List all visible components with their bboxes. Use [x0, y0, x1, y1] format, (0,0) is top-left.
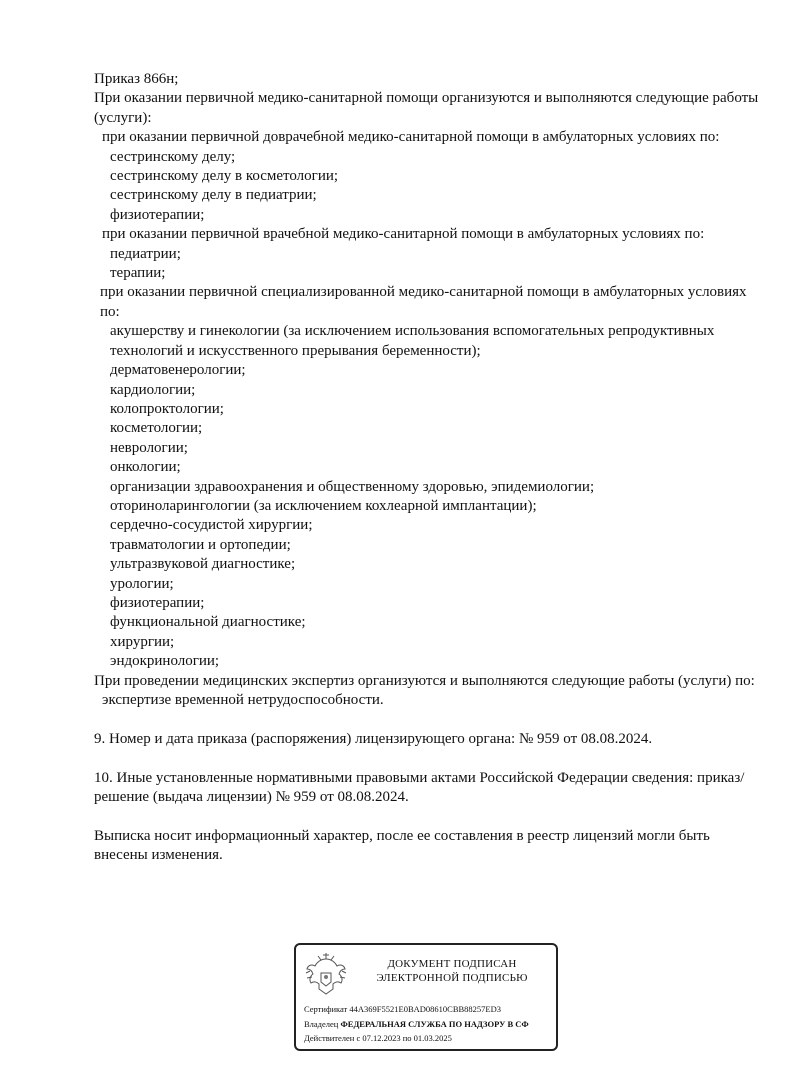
signature-title-line2: ЭЛЕКТРОННОЙ ПОДПИСЬЮ — [376, 972, 528, 984]
list-item: урологии; — [110, 575, 174, 592]
order-reference: Приказ 866н; — [94, 71, 179, 87]
list-item: хирургии; — [110, 633, 175, 650]
item-9: 9. Номер и дата приказа (распоряжения) лицензирующего органа: № 959 от 08.08.2024. — [94, 730, 653, 747]
list-item: косметологии; — [110, 420, 203, 437]
owner-value: ФЕДЕРАЛЬНАЯ СЛУЖБА ПО НАДЗОРУ В СФ — [340, 1019, 529, 1029]
physician-list — [94, 245, 759, 284]
informational-note: Выписка носит информационный характер, после ее составления в реестр лицензий могли быть внесены изменения. — [94, 827, 710, 864]
signature-title — [352, 957, 552, 985]
list-item: педиатрии; — [110, 245, 181, 262]
owner-line — [304, 1019, 529, 1030]
expertise-intro: При проведении медицинских экспертиз организуются и выполняются следующие работы (услуги) по: — [94, 672, 755, 689]
electronic-signature-stamp — [294, 943, 558, 1051]
signature-title-line1: ДОКУМЕНТ ПОДПИСАН — [387, 958, 517, 970]
list-item: кардиологии; — [110, 381, 196, 398]
certificate-label: Сертификат — [304, 1004, 348, 1014]
prehospital-list — [94, 148, 759, 226]
list-item: физиотерапии; — [110, 594, 205, 611]
list-item: дерматовенерологии; — [110, 362, 246, 379]
specialized-intro: при оказании первичной специализированной медико-санитарной помощи в амбулаторных условиях по: — [100, 284, 747, 320]
owner-label: Владелец — [304, 1019, 339, 1029]
list-item: сестринскому делу; — [110, 148, 236, 165]
list-item: физиотерапии; — [110, 206, 205, 223]
list-item: эндокринологии; — [110, 653, 220, 670]
coat-of-arms-icon — [304, 951, 348, 997]
item-10: 10. Иные установленные нормативными правовыми актами Российской Федерации сведения: приказ/решение (выдача лицензии) № 959 от 08.08.2024. — [94, 769, 745, 805]
list-item: терапии; — [110, 265, 166, 282]
list-item: ультразвуковой диагностике; — [110, 556, 296, 573]
list-item: организации здравоохранения и общественному здоровью, эпидемиологии; — [110, 478, 595, 495]
expertise-item: экспертизе временной нетрудоспособности. — [102, 692, 384, 708]
document-body — [94, 70, 759, 866]
primary-care-intro: При оказании первичной медико-санитарной помощи организуются и выполняются следующие работы (услуги): — [94, 90, 759, 126]
list-item: онкологии; — [110, 459, 181, 476]
certificate-line — [304, 1004, 501, 1015]
list-item: сестринскому делу в косметологии; — [110, 168, 339, 185]
list-item: сестринскому делу в педиатрии; — [110, 187, 317, 204]
validity-line: Действителен с 07.12.2023 по 01.03.2025 — [304, 1033, 452, 1043]
specialized-list — [94, 322, 759, 671]
prehospital-intro: при оказании первичной доврачебной медико-санитарной помощи в амбулаторных условиях по: — [102, 129, 720, 146]
list-item: травматологии и ортопедии; — [110, 536, 291, 553]
list-item: акушерству и гинекологии (за исключением использования вспомогательных репродуктивных технологий и искусственного прерывания беременности); — [110, 323, 715, 359]
list-item: функциональной диагностике; — [110, 614, 306, 631]
certificate-value: 44A369F5521E0BAD08610CBB88257ED3 — [349, 1004, 501, 1014]
list-item: оториноларингологии (за исключением кохлеарной имплантации); — [110, 497, 537, 514]
list-item: сердечно-сосудистой хирургии; — [110, 517, 313, 534]
list-item: колопроктологии; — [110, 400, 224, 417]
list-item: неврологии; — [110, 439, 188, 456]
physician-intro: при оказании первичной врачебной медико-санитарной помощи в амбулаторных условиях по: — [102, 226, 705, 243]
